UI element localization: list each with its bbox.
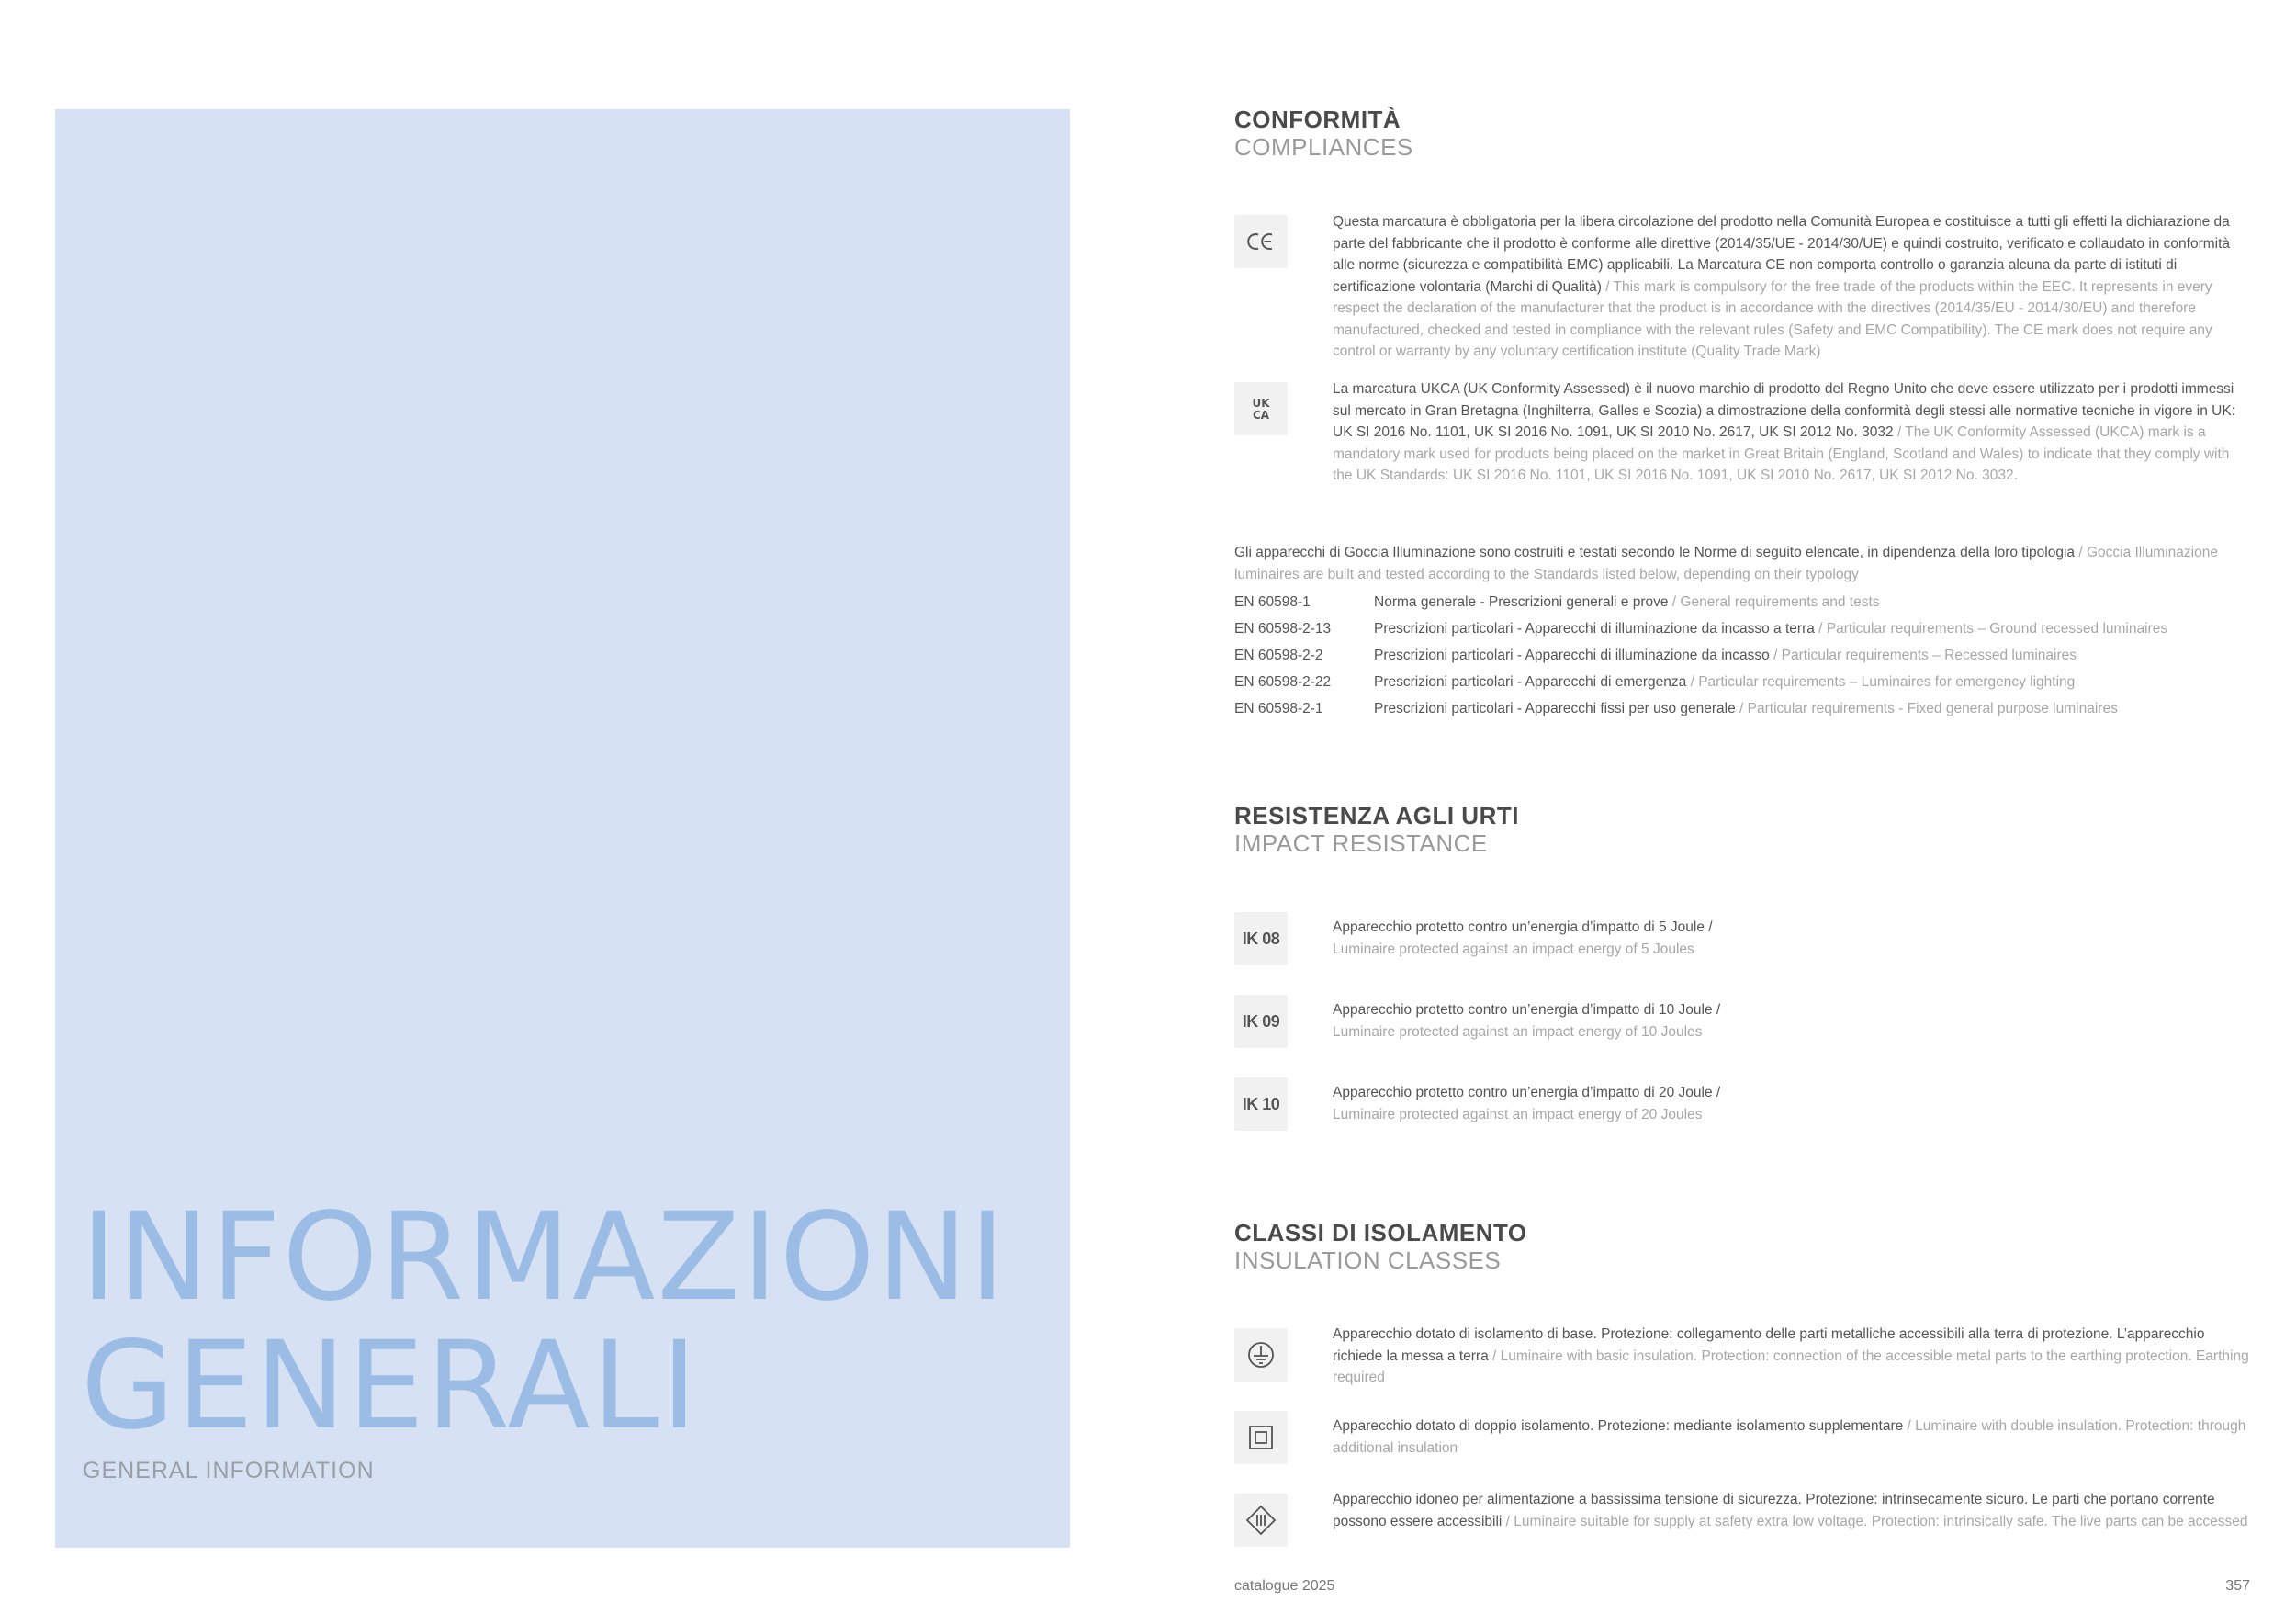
impact-text-en: Luminaire protected against an impact energy of 5 Joules — [1333, 941, 1694, 957]
svg-text:CA: CA — [1252, 409, 1270, 422]
footer-catalogue: catalogue 2025 — [1234, 1578, 1335, 1594]
ik-badge-label: IK 10 — [1242, 1094, 1280, 1113]
page-number: 357 — [2225, 1578, 2250, 1594]
impact-title-en: IMPACT RESISTANCE — [1234, 829, 1488, 857]
standard-desc-en: / Particular requirements – Luminaires for emergency lighting — [1686, 674, 2076, 690]
standard-desc-it: Prescrizioni particolari - Apparecchi di emergenza — [1374, 674, 1687, 690]
impact-text-it: Apparecchio protetto contro un’energia d’impatto di 5 Joule / — [1333, 919, 1713, 935]
insulation-title-en: INSULATION CLASSES — [1234, 1246, 1502, 1274]
class-3-selv-icon — [1234, 1494, 1288, 1547]
standard-desc-it: Prescrizioni particolari - Apparecchi di illuminazione da incasso — [1374, 648, 1770, 663]
svg-text:UK: UK — [1252, 397, 1270, 410]
ik-badge — [1234, 912, 1288, 965]
impact-text-it: Apparecchio protetto contro un’energia d’impatto di 20 Joule / — [1333, 1085, 1721, 1100]
ukca-text-en: / The UK Conformity Assessed (UKCA) mark is a mandatory mark used for products being placed on the market in Great Britain (England, Scotland and Wales) to indicate that they comply with the UK Standards: UK SI 2016 No. 1101, UK SI 2016 No. 1091, UK SI 2010 No. 2617, UK SI 2012 No. 3032. — [1333, 424, 2230, 483]
ukca-text-it: La marcatura UKCA (UK Conformity Assessed) è il nuovo marchio di prodotto del Regno Unito che deve essere utilizzato per i prodotti immessi sul mercato in Gran Bretagna (Inghilterra, Galles e Scozia) a dimostrazione della conformità degli stessi alle normative tecniche in vigore in UK: UK SI 2016 No. 1101, UK SI 2016 No. 1091, UK SI 2010 No. 2617, UK SI 2012 No. 3032 — [1333, 381, 2235, 440]
ce-text-en: / This mark is compulsory for the free trade of the products within the EEC. It represents in every respect the declaration of the manufacturer that the product is in accordance with the directives (2014/35/EU - 2014/30/EU) and therefore manufactured, checked and tested in compliance with the relevant rules (Safety and EMC Compatibility). The CE mark does not require any control or warranty by any voluntary certification institute (Quality Trade Mark) — [1333, 278, 2212, 359]
ce-text-it: Questa marcatura è obbligatoria per la libera circolazione del prodotto nella Comunità Europea e costituisce a tutti gli effetti la dichiarazione da parte del fabbricante che il prodotto è conforme alle direttive (2014/35/UE - 2014/30/UE) e quindi costruito, verificato e collaudato in conformità alle norme (sicurezza e compatibilità EMC) applicabili. La Marcatura CE non comporta controllo o garanzia alcuna da parte di istituti di certificazione volontaria (Marchi di Qualità) — [1333, 214, 2231, 295]
standard-code: EN 60598-2-2 — [1234, 648, 1323, 663]
section-subtitle: GENERAL INFORMATION — [83, 1458, 375, 1483]
insulation-text-en: / Luminaire with double insulation. Protection: through additional insulation — [1333, 1418, 2246, 1456]
impact-text-en: Luminaire protected against an impact energy of 10 Joules — [1333, 1023, 1703, 1040]
insulation-text-it: Apparecchio dotato di isolamento di base. Protezione: collegamento delle parti metalliche accessibili alla terra di protezione. L’apparecchio richiede la messa a terra — [1333, 1326, 2205, 1364]
insulation-text-en: / Luminaire suitable for supply at safety extra low voltage. Protection: intrinsically safe. The live parts can be accessed — [1502, 1513, 2248, 1529]
insulation-text-it: Apparecchio dotato di doppio isolamento. Protezione: mediante isolamento supplementare — [1333, 1418, 1904, 1434]
standard-desc-it: Norma generale - Prescrizioni generali e prove — [1374, 594, 1669, 610]
section-title-line1: INFORMAZIONI — [81, 1187, 1007, 1328]
standard-desc-en: / Particular requirements - Fixed general purpose luminaires — [1735, 701, 2118, 716]
norms-intro-it: Gli apparecchi di Goccia Illuminazione sono costruiti e testati secondo le Norme di seguito elencate, in dipendenza della loro tipologia — [1234, 545, 2076, 560]
insulation-text-en: / Luminaire with basic insulation. Protection: connection of the accessible metal parts to the earthing protection. Earthing required — [1333, 1348, 2249, 1385]
compliance-title-en: COMPLIANCES — [1234, 133, 1413, 161]
impact-description — [1333, 1082, 2249, 1125]
insulation-heading — [1234, 1219, 2250, 1274]
standard-code: EN 60598-2-22 — [1234, 674, 1332, 690]
ce-mark-icon — [1234, 215, 1288, 268]
impact-description — [1333, 917, 2249, 960]
impact-title-it: RESISTENZA AGLI URTI — [1234, 802, 1519, 829]
ik-badge-label: IK 09 — [1242, 1011, 1280, 1031]
compliance-heading — [1234, 106, 2250, 161]
impact-text-en: Luminaire protected against an impact energy of 20 Joules — [1333, 1106, 1703, 1122]
class-2-double-insulation-icon — [1234, 1411, 1288, 1464]
standard-desc-en: / Particular requirements – Ground recessed luminaires — [1814, 621, 2168, 637]
standard-code: EN 60598-1 — [1234, 594, 1311, 610]
standard-desc-it: Prescrizioni particolari - Apparecchi fissi per uso generale — [1374, 701, 1736, 716]
cover-panel — [55, 109, 1070, 1548]
section-title-line2: GENERALI — [81, 1315, 699, 1457]
section-title — [81, 1187, 1007, 1457]
insulation-description — [1333, 1489, 2249, 1532]
ukca-mark-icon — [1234, 382, 1288, 435]
norms-intro-en: / Goccia Illuminazione luminaires are built and tested according to the Standards listed below, depending on their typology — [1234, 545, 2218, 582]
standard-desc-en: / Particular requirements – Recessed luminaires — [1769, 648, 2077, 663]
standard-desc-it: Prescrizioni particolari - Apparecchi di illuminazione da incasso a terra — [1374, 621, 1815, 637]
norms-intro — [1234, 542, 2250, 586]
insulation-title-it: CLASSI DI ISOLAMENTO — [1234, 1219, 1527, 1246]
compliance-title-it: CONFORMITÀ — [1234, 106, 1401, 133]
ce-description — [1333, 211, 2249, 363]
insulation-description — [1333, 1415, 2249, 1459]
ik-badge — [1234, 1077, 1288, 1131]
impact-text-it: Apparecchio protetto contro un’energia d’impatto di 10 Joule / — [1333, 1002, 1721, 1018]
insulation-text-it: Apparecchio idoneo per alimentazione a bassissima tensione di sicurezza. Protezione: intrinsecamente sicuro. Le parti che portano corrente possono essere accessibili — [1333, 1492, 2215, 1529]
class-1-earth-icon — [1234, 1328, 1288, 1382]
ukca-description — [1333, 378, 2249, 487]
ik-badge — [1234, 995, 1288, 1048]
insulation-description — [1333, 1324, 2249, 1389]
impact-description — [1333, 999, 2249, 1043]
standard-code: EN 60598-2-1 — [1234, 701, 1323, 716]
impact-heading — [1234, 802, 2250, 857]
standard-code: EN 60598-2-13 — [1234, 621, 1332, 637]
ik-badge-label: IK 08 — [1242, 929, 1280, 948]
standard-desc-en: / General requirements and tests — [1668, 594, 1880, 610]
